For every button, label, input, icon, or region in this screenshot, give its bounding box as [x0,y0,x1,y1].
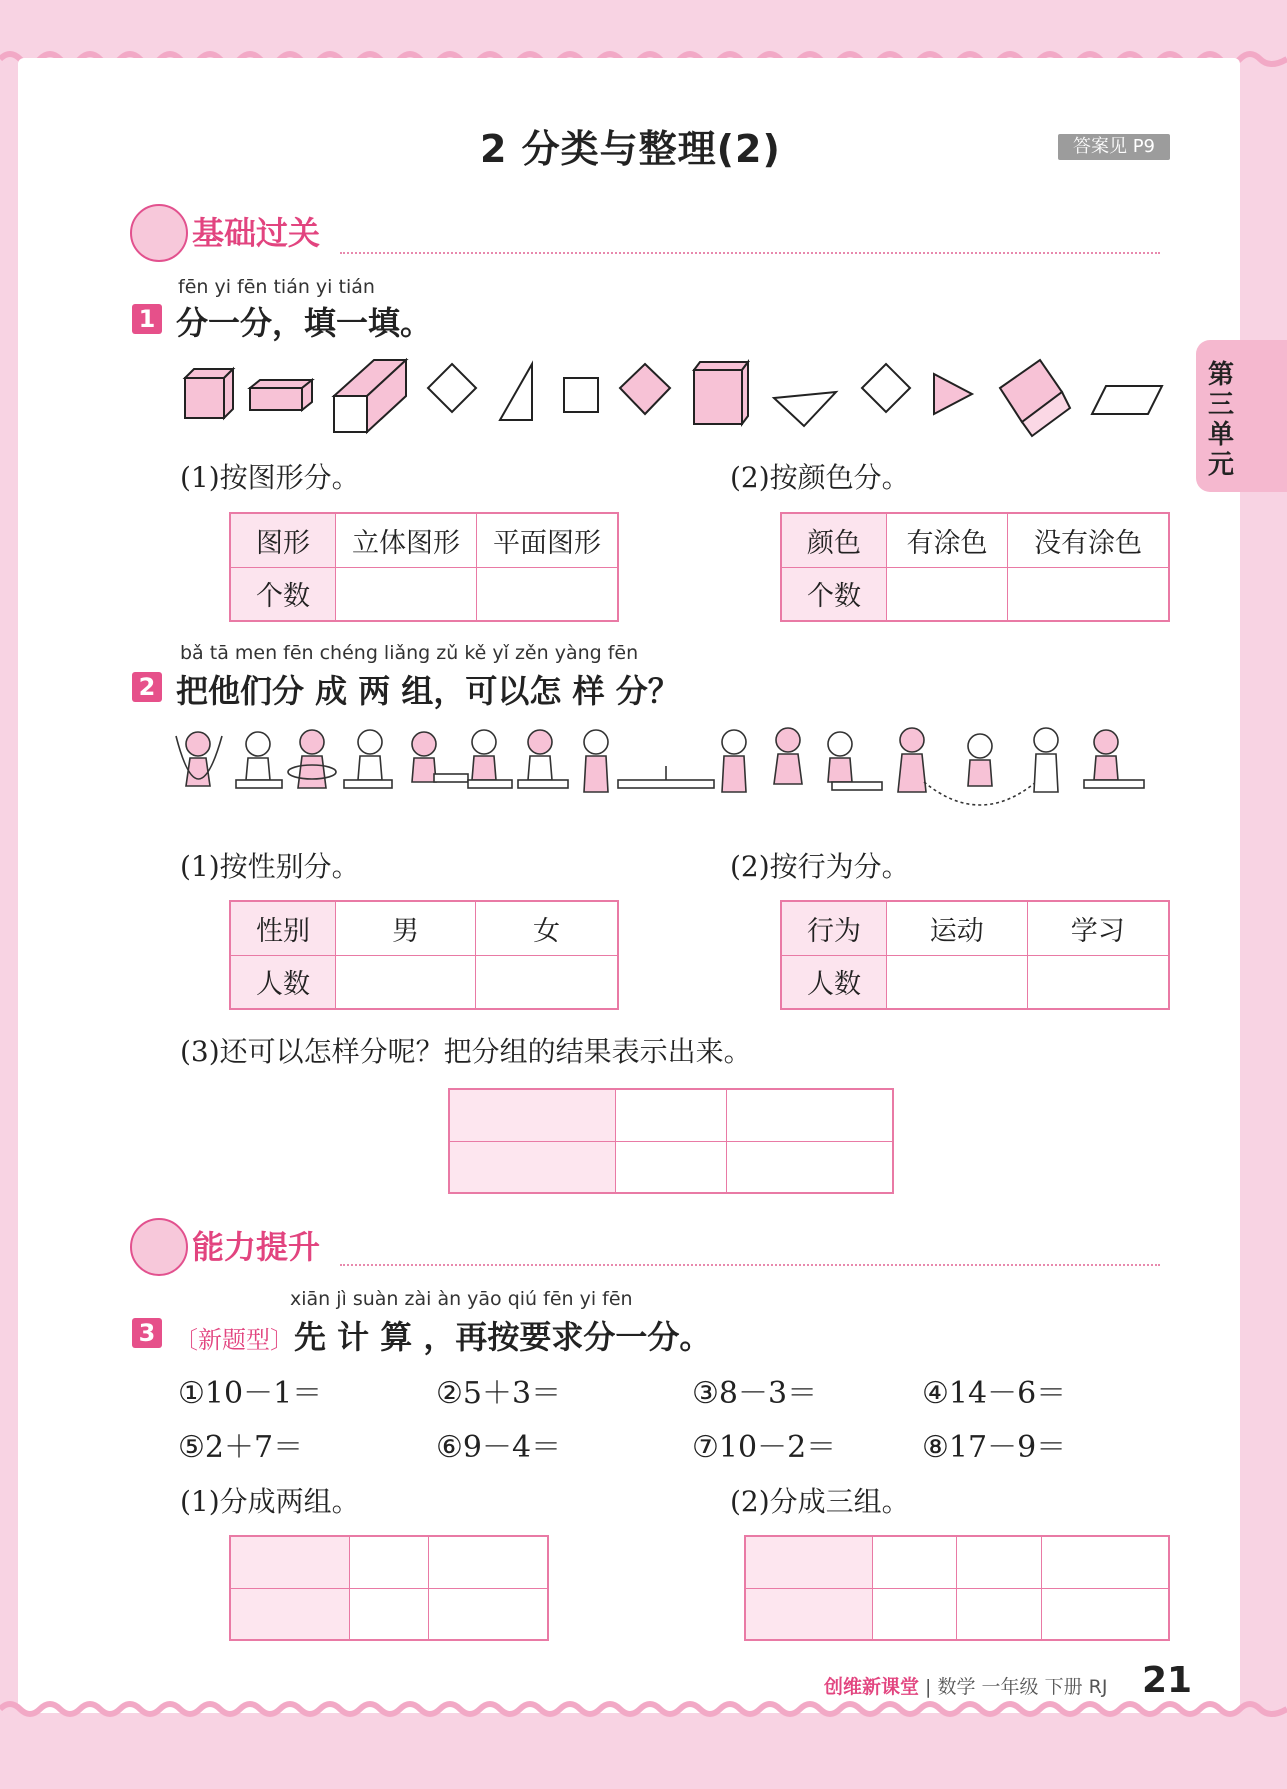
answer-cell[interactable] [429,1536,548,1588]
table-header-cell: 图形 [230,513,336,567]
footer-info: 创维新课堂 | 数学 一年级 下册 RJ [824,1676,1108,1698]
cube-tilted-shaded-icon [1000,360,1070,436]
q1-part1-label: (1)按图形分。 [180,461,360,494]
expr-7: ⑦10－2＝ [692,1430,837,1465]
answer-cell[interactable] [476,567,618,621]
answer-cell[interactable] [957,1588,1042,1640]
section-basic-label: 基础过关 [192,214,321,252]
q3-pinyin: xiān jì suàn zài àn yāo qiú fēn yi fēn [290,1288,633,1310]
cube-shaded-icon [185,369,233,418]
q2-part1-label: (1)按性别分。 [180,850,360,883]
triangle-shaded-icon [934,374,972,414]
square-icon [564,378,598,412]
table-row-label: 人数 [781,955,887,1009]
answer-cell[interactable] [349,1588,429,1640]
triangle-icon [774,392,836,426]
table-header-cell: 颜色 [781,513,887,567]
table-header-cell: 女 [476,901,619,955]
q1-text: 分一分，填一填。 [176,304,433,342]
q2-part3-label: (3)还可以怎样分呢？把分组的结果表示出来。 [180,1035,752,1068]
q1-number: 1 [132,304,162,334]
table-header-cell: 没有涂色 [1007,513,1169,567]
table-header-cell: 有涂色 [887,513,1008,567]
boy-jumping-rope-icon [924,734,1036,805]
answer-cell[interactable] [745,1536,872,1588]
table-row-label: 人数 [230,955,336,1009]
boy-desk-icon [468,730,512,788]
boy-rope-icon [1034,728,1058,792]
section-basic [130,204,530,254]
answer-cell[interactable] [872,1588,957,1640]
q2-children-illustration [172,722,1156,814]
table-header-cell: 性别 [230,901,336,955]
answer-cell[interactable] [887,955,1028,1009]
q3-part2-label: (2)分成三组。 [730,1485,910,1518]
girl-studying-icon [1084,730,1144,788]
answer-cell[interactable] [887,567,1008,621]
table-row-label: 个数 [781,567,887,621]
expr-3: ③8－3＝ [692,1376,818,1411]
footer-brand: 创维新课堂 [824,1676,920,1698]
answer-cell[interactable] [727,1089,894,1141]
table-header-cell: 行为 [781,901,887,955]
q3-part1-label: (1)分成两组。 [180,1485,360,1518]
q2-part2-label: (2)按行为分。 [730,850,910,883]
page-title: 2 分类与整理(2) [480,127,781,171]
girl-desk-icon [828,732,882,790]
girl-book-icon [518,730,568,788]
unit-side-tab-label: 第三单元 [1208,360,1235,480]
girl-hula-icon [288,730,336,788]
answer-cell[interactable] [616,1089,727,1141]
teacher-avatar-icon [130,1218,188,1276]
q1-color-table [780,512,1170,622]
answer-cell[interactable] [476,955,619,1009]
section-divider [340,1264,1160,1266]
answer-cell[interactable] [872,1536,957,1588]
q2-number: 2 [132,672,162,702]
q2-pinyin: bǎ tā men fēn chéng liǎng zǔ kě yǐ zěn yàng fēn [180,642,639,664]
answer-cell[interactable] [230,1588,349,1640]
new-question-tag: 〔新题型〕 [174,1326,294,1354]
tall-cuboid-shaded-icon [334,360,406,432]
answer-cell[interactable] [1042,1536,1169,1588]
expr-6: ⑥9－4＝ [436,1430,562,1465]
girl-skipping-icon [176,732,222,786]
answer-cell[interactable] [616,1141,727,1193]
expr-5: ⑤2＋7＝ [178,1430,304,1465]
q2-text: 把他们分 成 两 组，可以怎 样 分？ [176,672,680,710]
answer-cell[interactable] [230,1536,349,1588]
teacher-avatar-icon [130,204,188,262]
table-header-cell: 运动 [887,901,1028,955]
answer-cell[interactable] [449,1141,616,1193]
expr-4: ④14－6＝ [922,1376,1067,1411]
answer-cell[interactable] [449,1089,616,1141]
girl-jumping-icon [774,728,802,784]
answer-cell[interactable] [336,955,476,1009]
table-row-label: 个数 [230,567,336,621]
answer-cell[interactable] [1027,955,1169,1009]
table-header-cell: 立体图形 [336,513,477,567]
q2-behavior-table [780,900,1170,1010]
section-advanced-label: 能力提升 [192,1228,321,1266]
q2-custom-table [448,1088,894,1194]
answer-cell[interactable] [429,1588,548,1640]
boy-standing-icon [584,730,608,792]
answer-cell[interactable] [336,567,477,621]
right-triangle-icon [500,364,532,420]
boy-studying-icon [236,732,282,788]
cube-shaded-large-icon [694,362,748,424]
boy-ping-pong-icon [722,730,746,792]
girl-writing-icon [412,732,468,782]
answer-cell[interactable] [957,1536,1042,1588]
section-divider [340,252,1160,254]
diamond-icon [428,364,476,412]
q2-gender-table [229,900,619,1010]
answer-cell[interactable] [349,1536,429,1588]
unit-side-tab[interactable] [1196,340,1287,492]
q3-text: 先 计 算 ，再按要求分一分。 [294,1318,712,1356]
q1-shapes-row [180,352,1170,438]
ping-pong-table-icon [618,766,714,788]
cuboid-shaded-icon [250,380,312,410]
answer-cell[interactable] [1042,1588,1169,1640]
q1-part2-label: (2)按颜色分。 [730,461,910,494]
answer-cell[interactable] [727,1141,894,1193]
q1-shape-table [229,512,619,622]
girl-rope-icon [898,728,926,792]
section-advanced [130,1218,530,1268]
table-header-cell: 学习 [1027,901,1169,955]
expr-2: ②5＋3＝ [436,1376,562,1411]
diamond-icon-2 [862,364,910,412]
q3-three-group-table [744,1535,1170,1641]
expr-1: ①10－1＝ [178,1376,323,1411]
answer-cell[interactable] [1007,567,1169,621]
q3-number: 3 [132,1318,162,1348]
boy-reading-icon [344,730,392,788]
page-number: 21 [1142,1660,1193,1701]
expr-8: ⑧17－9＝ [922,1430,1067,1465]
table-header-cell: 男 [336,901,476,955]
answer-reference-badge: 答案见 P9 [1058,134,1170,160]
table-header-cell: 平面图形 [476,513,618,567]
parallelogram-icon [1092,386,1162,414]
q1-pinyin: fēn yi fēn tián yi tián [178,276,375,298]
footer-book-info: 数学 一年级 下册 RJ [937,1676,1108,1698]
diamond-shaded-icon [620,364,670,414]
answer-cell[interactable] [745,1588,872,1640]
q3-two-group-table [229,1535,549,1641]
